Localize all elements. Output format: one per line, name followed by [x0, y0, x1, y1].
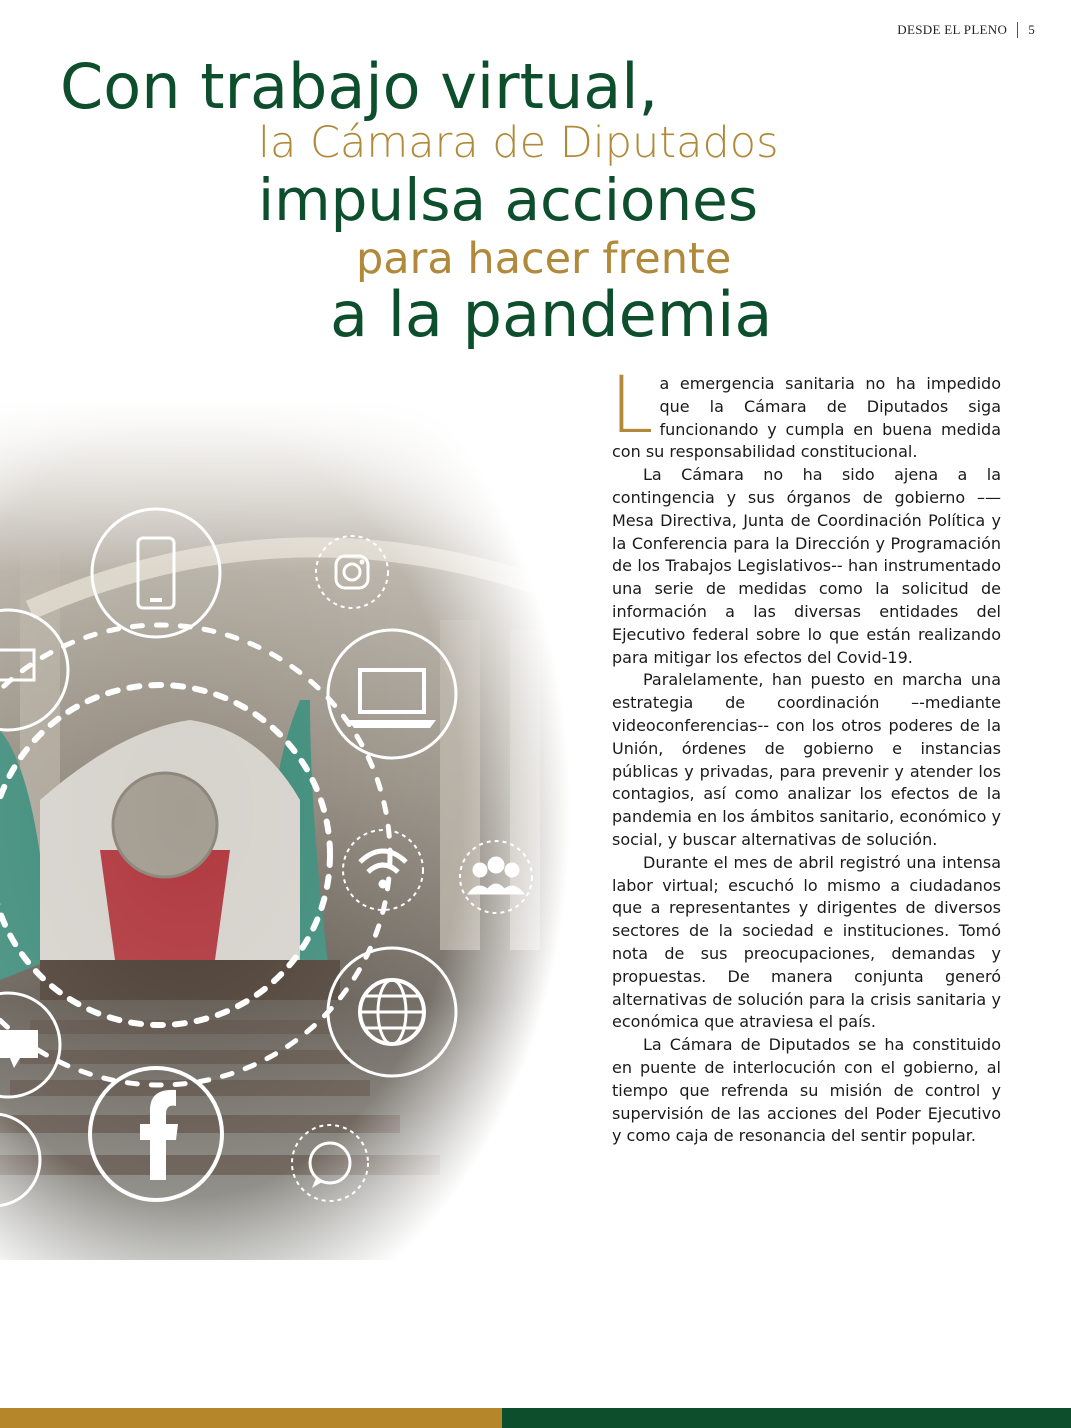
- page-number: 5: [1028, 22, 1035, 37]
- footer-bar-green: [502, 1408, 1071, 1428]
- headline-line-2: la Cámara de Diputados: [258, 118, 779, 168]
- running-header: [897, 22, 1035, 38]
- headline-line-3: impulsa acciones: [258, 166, 759, 234]
- header-divider: [1017, 22, 1018, 38]
- paragraph-4: Durante el mes de abril registró una intensa labor virtual; escuchó lo mismo a ciudadanos que a representantes y dirigentes de diversos sectores de la sociedad e instituciones. Tomó nota de sus preocupaciones, demandas y propuestas. De manera conjunta generó alternativas de solución para la crisis sanitaria y económica que atraviesa el país.: [612, 852, 1001, 1032]
- headline-line-1: Con trabajo virtual,: [60, 50, 659, 123]
- footer-bar-gold: [0, 1408, 502, 1428]
- paragraph-2: La Cámara no ha sido ajena a la contingencia y sus órganos de gobierno –—Mesa Directiva, Junta de Coordinación Política y la Conferencia para la Dirección y Programación de los Trabajos Legislativos-- han instrumentado una serie de medidas como la solicitud de información a las diversas entidades del Ejecutivo federal sobre lo que están realizando para mitigar los efectos del Covid-19.: [612, 465, 1001, 667]
- article-body: [610, 361, 1001, 1148]
- headline-line-5: a la pandemia: [330, 278, 773, 351]
- chamber-photo-illustration: [0, 400, 620, 1260]
- section-label: DESDE EL PLENO: [897, 22, 1008, 37]
- paragraph-5: La Cámara de Diputados se ha constituido en puente de interlocución con el gobierno, al tiempo que refrenda su misión de control y supervisión de las acciones del Poder Ejecutivo y como caja de resonancia del sentir popular.: [612, 1035, 1001, 1146]
- smartphone-icon: [92, 509, 220, 637]
- paragraph-1: La emergencia sanitaria no ha impedido que la Cámara de Diputados siga funcionando y cumpla en buena medida con su responsabilidad constitucional.: [610, 361, 1001, 462]
- drop-cap: L: [610, 361, 654, 451]
- paragraph-3: Paralelamente, han puesto en marcha una estrategia de coordinación –-mediante videoconferencias-- con los otros poderes de la Unión, órdenes de gobierno e instancias públicas y privadas, para prevenir y atender los contagios, así como analizar los efectos de la pandemia en los ámbitos sanitario, económico y social, y buscar alternativas de solución.: [612, 670, 1001, 849]
- headline-line-4: para hacer frente: [356, 234, 732, 284]
